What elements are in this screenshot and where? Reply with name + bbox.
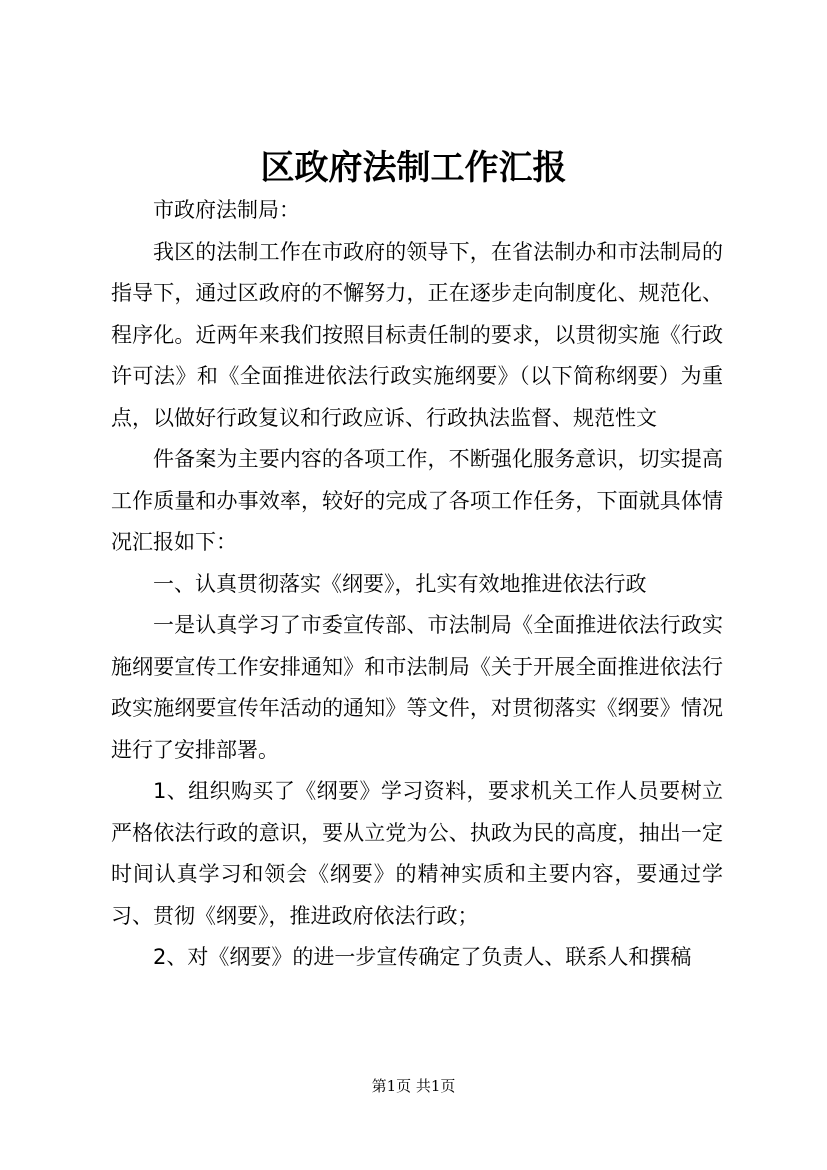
- page-number-footer: 第1页 共1页: [371, 1077, 456, 1095]
- paragraph-intro: 我区的法制工作在市政府的领导下，在省法制办和市法制局的指导下，通过区政府的不懈努力，正在逐步走向制度化、规范化、程序化。近两年来我们按照目标责任制的要求，以贯彻实施《行政许可法》和《全面推进依法行政实施纲要》（以下简称纲要）为重点，以做好行政复议和行政应诉、行政执法监督、规范性文: [111, 239, 723, 430]
- section-heading-1: 一、认真贯彻落实《纲要》，扎实有效地推进依法行政: [153, 571, 647, 596]
- paragraph-study: 一是认真学习了市委宣传部、市法制局《全面推进依法行政实施纲要宣传工作安排通知》和市法制局《关于开展全面推进依法行政实施纲要宣传年活动的通知》等文件，对贯彻落实《纲要》情况进行了安排部署。: [111, 613, 723, 762]
- list-item-2: 2、对《纲要》的进一步宣传确定了负责人、联系人和撰稿: [153, 945, 692, 969]
- list-item-1: 1、组织购买了《纲要》学习资料，要求机关工作人员要树立严格依法行政的意识，要从立党为公、执政为民的高度，抽出一定时间认真学习和领会《纲要》的精神实质和主要内容，要通过学习、贯彻《纲要》，推进政府依法行政；: [111, 779, 723, 928]
- document-body: [111, 190, 723, 979]
- salutation: 市政府法制局：: [153, 198, 300, 222]
- paragraph-intro-continued: 件备案为主要内容的各项工作，不断强化服务意识，切实提高工作质量和办事效率，较好的完成了各项工作任务，下面就具体情况汇报如下：: [111, 447, 723, 554]
- document-title: 区政府法制工作汇报: [260, 148, 567, 188]
